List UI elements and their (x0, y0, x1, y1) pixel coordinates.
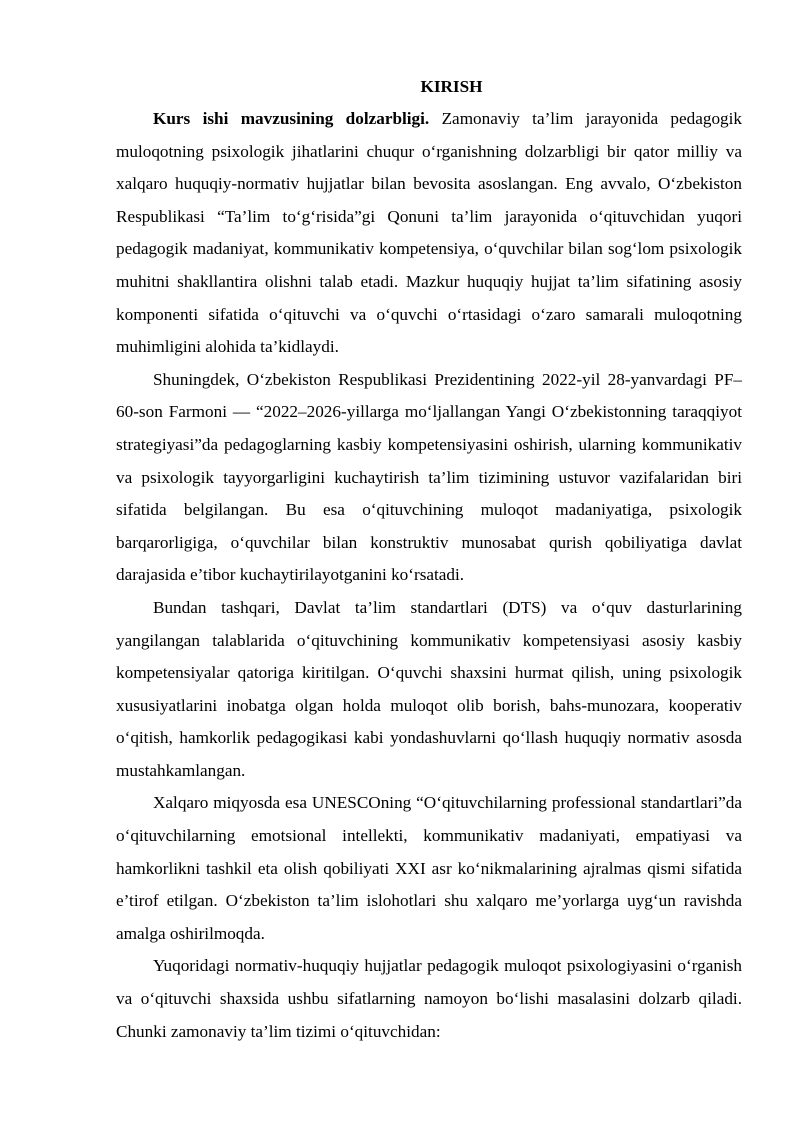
paragraph-decree: Shuningdek, O‘zbekiston Respublikasi Prezidentining 2022-yil 28-yanvardagi PF–60-son Farmoni — “2022–2026-yillarga mo‘ljallangan Yangi O‘zbekistonning taraqqiyot strategiyasi”da pedagoglarning kasbiy kompetensiyasini oshirish, ularning kommunikativ va psixologik tayyorgarligini kuchaytirish ta’lim tizimining ustuvor vazifalaridan biri sifatida belgilangan. Bu esa o‘qituvchining muloqot madaniyatiga, psixologik barqarorligiga, o‘quvchilar bilan konstruktiv munosabat qurish qobiliyatiga davlat darajasida e’tibor kuchaytirilayotganini ko‘rsatadi. (116, 369, 742, 585)
document-page (116, 71, 742, 1048)
paragraph-text: Zamonaviy ta’lim jarayonida pedagogik muloqotning psixologik jihatlarini chuqur o‘rganishning dolzarbligi bir qator milliy va xalqaro huquqiy-normativ hujjatlar bilan bevosita asoslangan. Eng avvalo, O‘zbekiston Respublikasi “Ta’lim to‘g‘risida”gi Qonuni ta’lim jarayonida o‘qituvchidan yuqori pedagogik madaniyat, kommunikativ kompetensiya, o‘quvchilar bilan sog‘lom psixologik muhitni shakllantira olishni talab etadi. Mazkur huquqiy hujjat ta’lim sifatining asosiy komponenti sifatida o‘qituvchi va o‘quvchi o‘rtasidagi o‘zaro samarali muloqotning muhimligini alohida ta’kidlaydi. (116, 109, 742, 357)
paragraph-standards: Bundan tashqari, Davlat ta’lim standartlari (DTS) va o‘quv dasturlarining yangilangan talablarida o‘qituvchining kommunikativ kompetensiyasi asosiy kasbiy kompetensiyalar qatoriga kiritilgan. O‘quvchi shaxsini hurmat qilish, uning psixologik xususiyatlarini inobatga olgan holda muloqot olib borish, bahs-munozara, kooperativ o‘qitish, hamkorlik pedagogikasi kabi yondashuvlarni qo‘llash huquqiy normativ asosda mustahkamlangan. (116, 597, 742, 780)
paragraph-international: Xalqaro miqyosda esa UNESCOning “O‘qituvchilarning professional standartlari”da o‘qituvchilarning emotsional intellekti, kommunikativ madaniyati, empatiyasi va hamkorlikni tashkil eta olish qobiliyati XXI asr ko‘nikmalarining ajralmas qismi sifatida e’tirof etilgan. O‘zbekiston ta’lim islohotlari shu xalqaro me’yorlarga uyg‘un ravishda amalga oshirilmoqda. (116, 793, 742, 943)
paragraph-relevance (116, 103, 742, 364)
section-title: KIRISH (420, 77, 483, 96)
paragraph-lead: Kurs ishi mavzusining dolzarbligi. (153, 109, 430, 128)
paragraph-conclusion: Yuqoridagi normativ-huquqiy hujjatlar pedagogik muloqot psixologiyasini o‘rganish va o‘qituvchi shaxsida ushbu sifatlarning namoyon bo‘lishi masalasini dolzarb qiladi. Chunki zamonaviy ta’lim tizimi o‘qituvchidan: (116, 956, 742, 1041)
